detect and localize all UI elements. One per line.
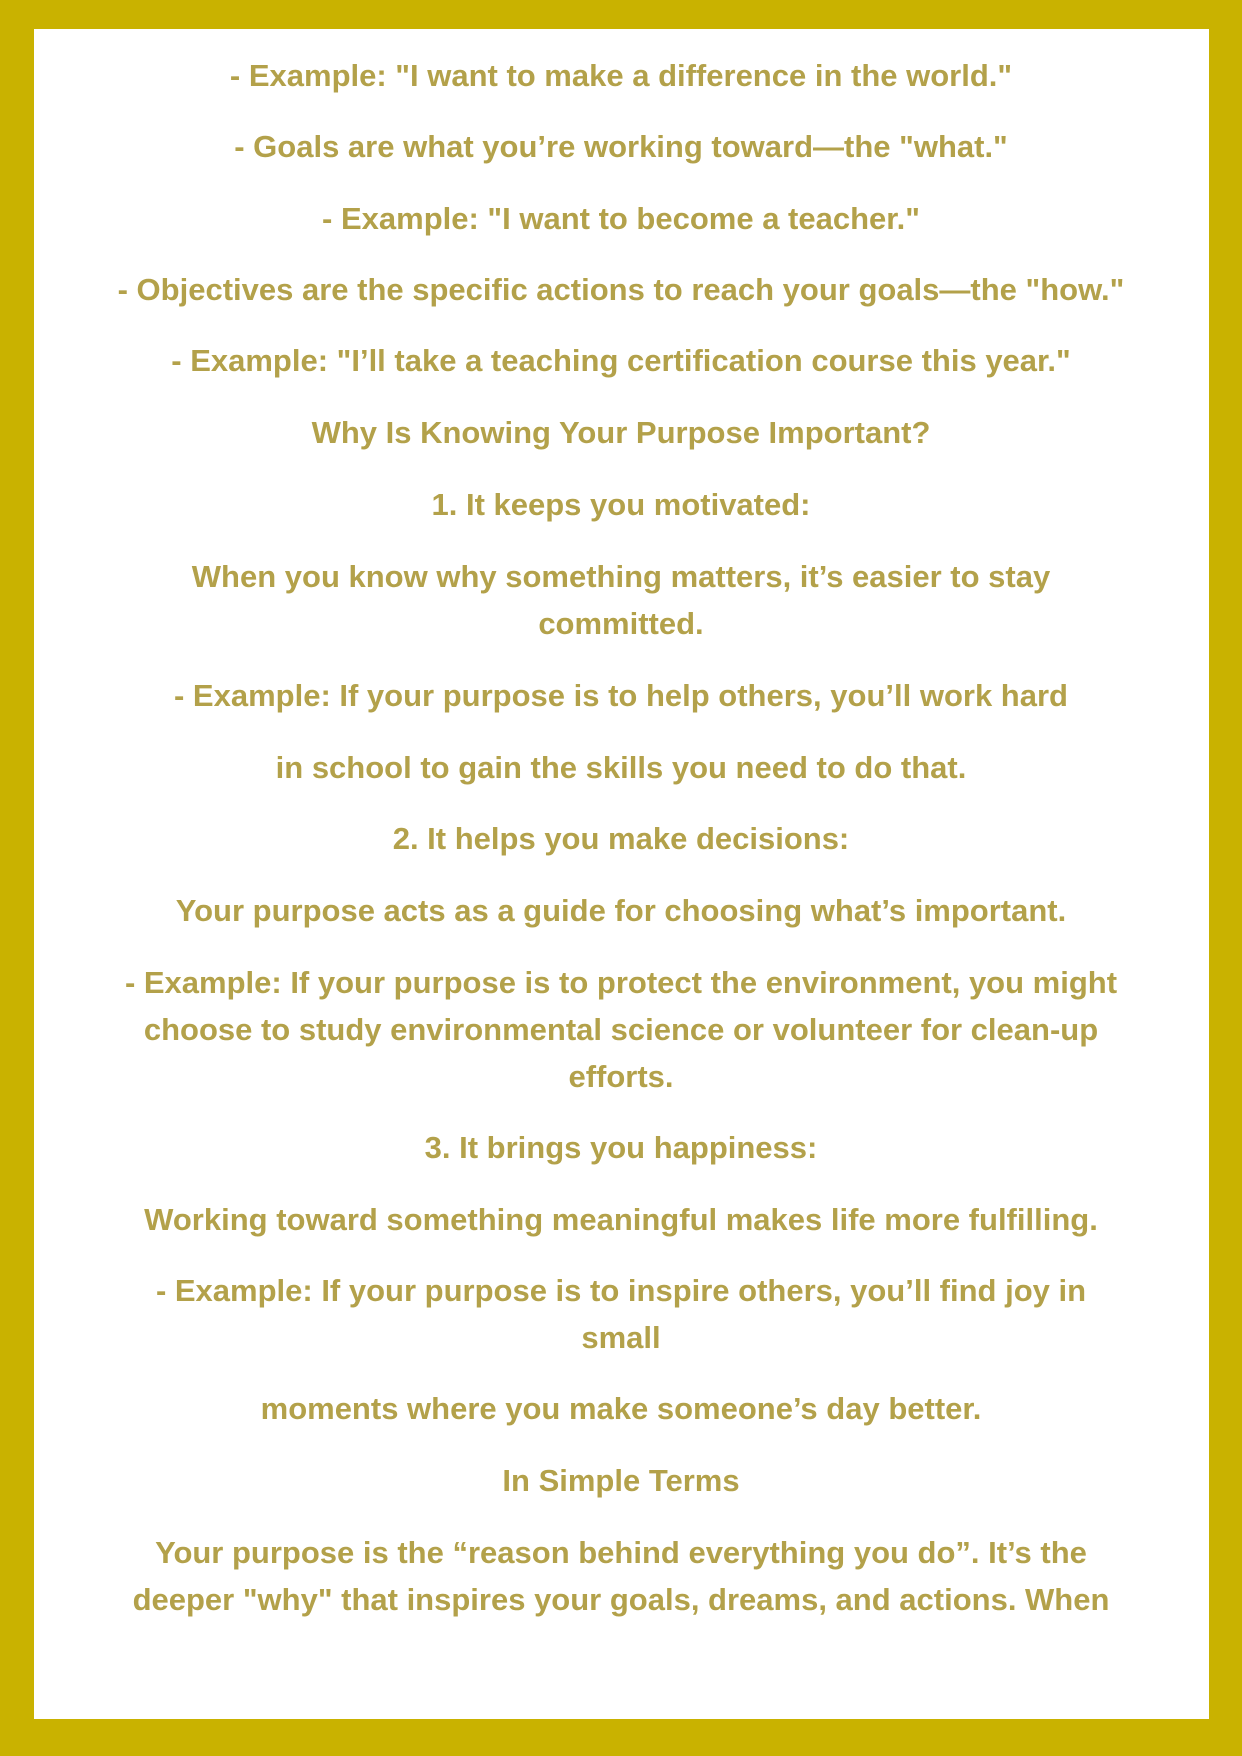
text-line-example-difference: - Example: "I want to make a difference in the world." <box>229 58 1013 93</box>
text-line-objectives: - Objectives are the specific actions to reach your goals—the "how." <box>117 272 1125 307</box>
text-line-example-teacher: - Example: "I want to become a teacher." <box>322 201 920 236</box>
text-line-goals: - Goals are what you’re working toward—the "what." <box>234 129 1008 164</box>
text-line-example-environment-3: efforts. <box>568 1059 674 1094</box>
text-line-example-inspire-2: small <box>581 1320 661 1355</box>
text-line-simple-terms-1: Your purpose is the “reason behind everything you do”. It’s the <box>155 1535 1087 1570</box>
text-line-example-inspire-1: - Example: If your purpose is to inspire others, you’ll find joy in <box>155 1273 1087 1308</box>
text-line-motivated-2: committed. <box>538 606 704 641</box>
section-heading-simple-terms: In Simple Terms <box>502 1463 740 1498</box>
text-line-example-help-1: - Example: If your purpose is to help others, you’ll work hard <box>174 678 1068 713</box>
text-line-happiness: Working toward something meaningful makes life more fulfilling. <box>144 1202 1098 1237</box>
point-heading-decisions: 2. It helps you make decisions: <box>392 821 850 856</box>
text-line-example-inspire-3: moments where you make someone’s day better. <box>260 1391 982 1426</box>
text-line-motivated-1: When you know why something matters, it’s easier to stay <box>191 559 1051 594</box>
point-heading-happiness: 3. It brings you happiness: <box>424 1130 818 1165</box>
text-line-example-environment-1: - Example: If your purpose is to protect the environment, you might <box>124 965 1118 1000</box>
point-heading-motivated: 1. It keeps you motivated: <box>431 487 811 522</box>
text-line-example-help-2: in school to gain the skills you need to do that. <box>275 750 967 785</box>
text-line-decisions: Your purpose acts as a guide for choosing what’s important. <box>175 893 1067 928</box>
section-heading-why-purpose: Why Is Knowing Your Purpose Important? <box>311 415 931 450</box>
text-line-example-certification: - Example: "I’ll take a teaching certification course this year." <box>171 343 1071 378</box>
text-line-example-environment-2: choose to study environmental science or volunteer for clean-up <box>143 1012 1099 1047</box>
text-line-simple-terms-2: deeper "why" that inspires your goals, dreams, and actions. When <box>132 1582 1110 1617</box>
